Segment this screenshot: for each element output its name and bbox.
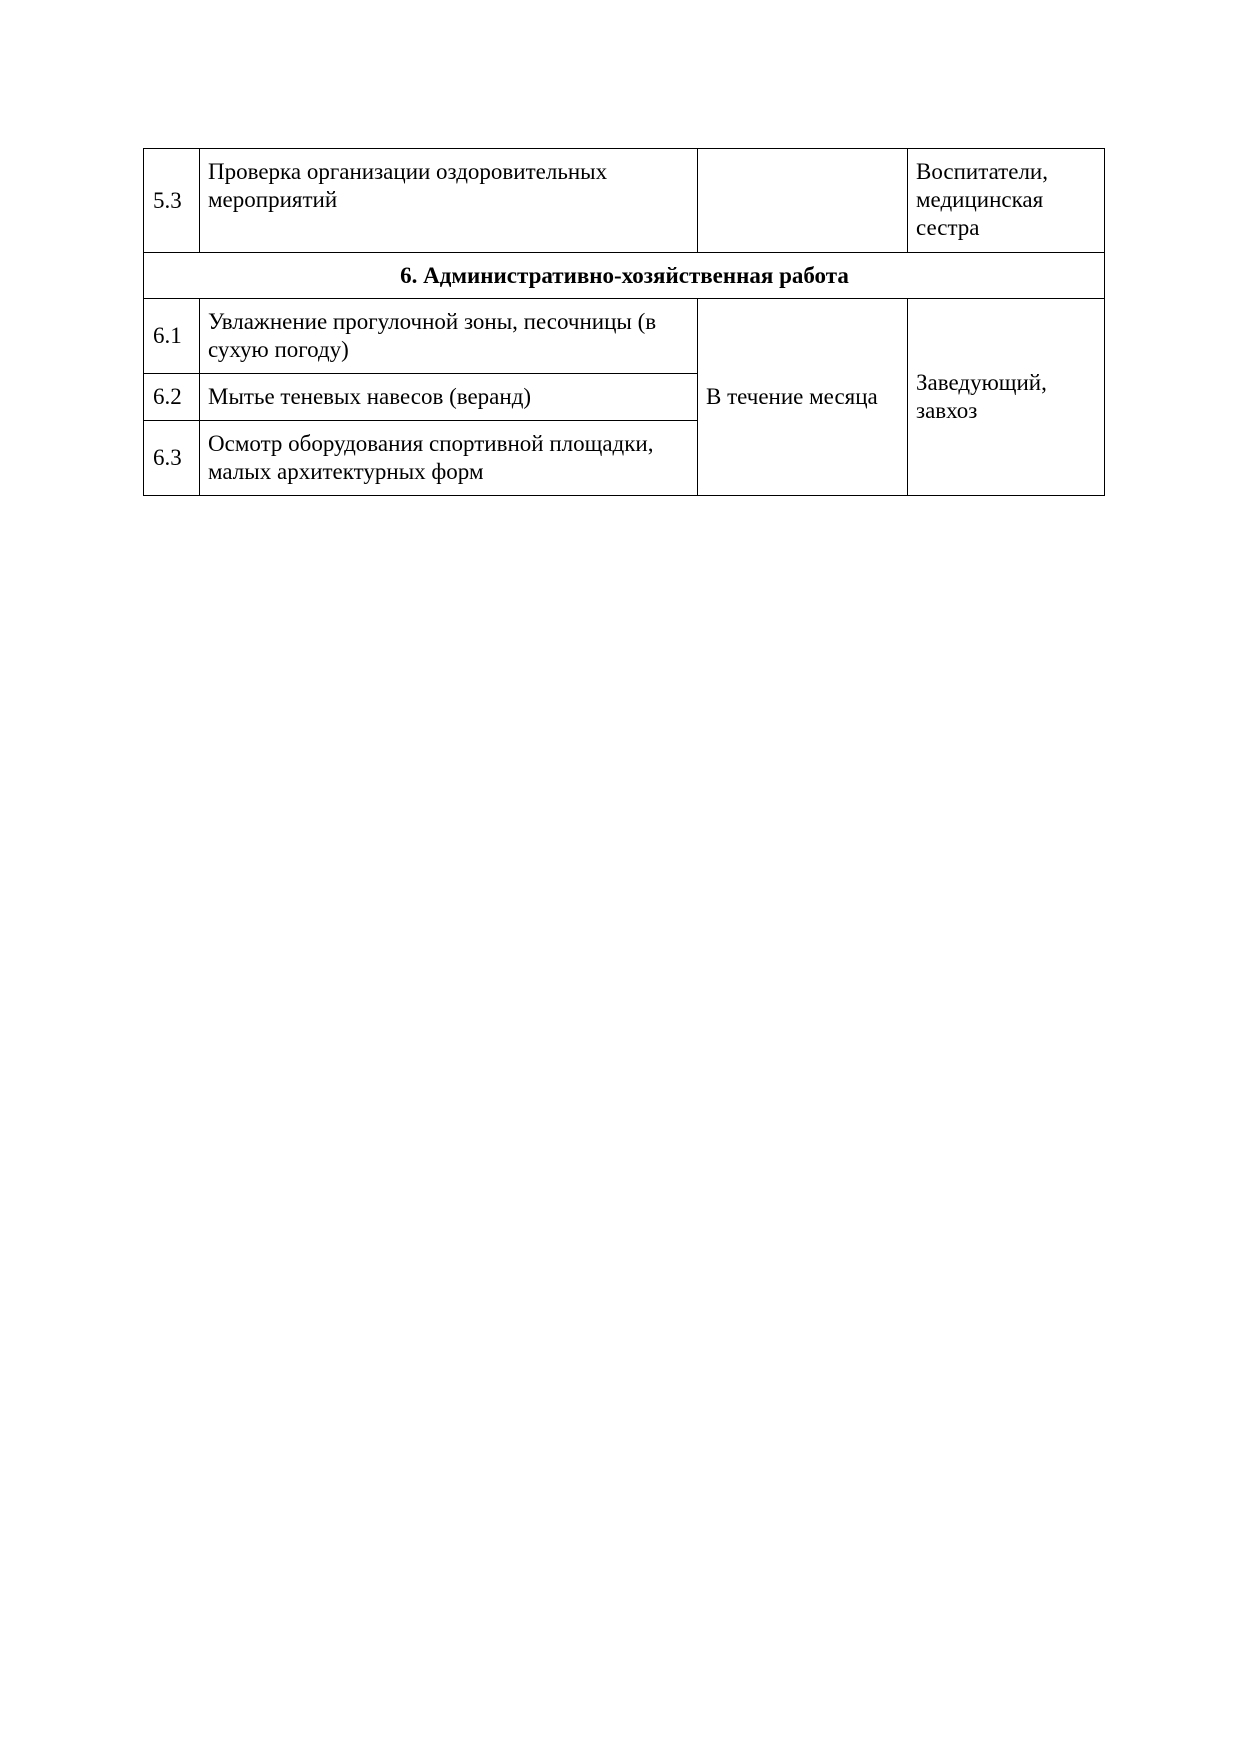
activity-cell: Осмотр оборудования спортивной площадки, малых архитектурных форм (200, 421, 698, 496)
plan-table (143, 148, 1105, 496)
row-number: 6.1 (144, 299, 200, 374)
section-title: 6. Административно-хозяйственная работа (144, 253, 1105, 299)
table-row (144, 149, 1105, 253)
timing-cell (698, 149, 908, 253)
activity-cell: Увлажнение прогулочной зоны, песочницы (в сухую погоду) (200, 299, 698, 374)
row-number: 6.2 (144, 374, 200, 421)
responsible-cell: Воспитатели, медицинская сестра (908, 149, 1105, 253)
table-row (144, 299, 1105, 374)
section-header-row (144, 253, 1105, 299)
activity-cell: Проверка организации оздоровительных мероприятий (200, 149, 698, 253)
timing-cell: В течение месяца (698, 299, 908, 496)
row-number: 6.3 (144, 421, 200, 496)
row-number: 5.3 (144, 149, 200, 253)
activity-cell: Мытье теневых навесов (веранд) (200, 374, 698, 421)
responsible-cell: Заведующий, завхоз (908, 299, 1105, 496)
